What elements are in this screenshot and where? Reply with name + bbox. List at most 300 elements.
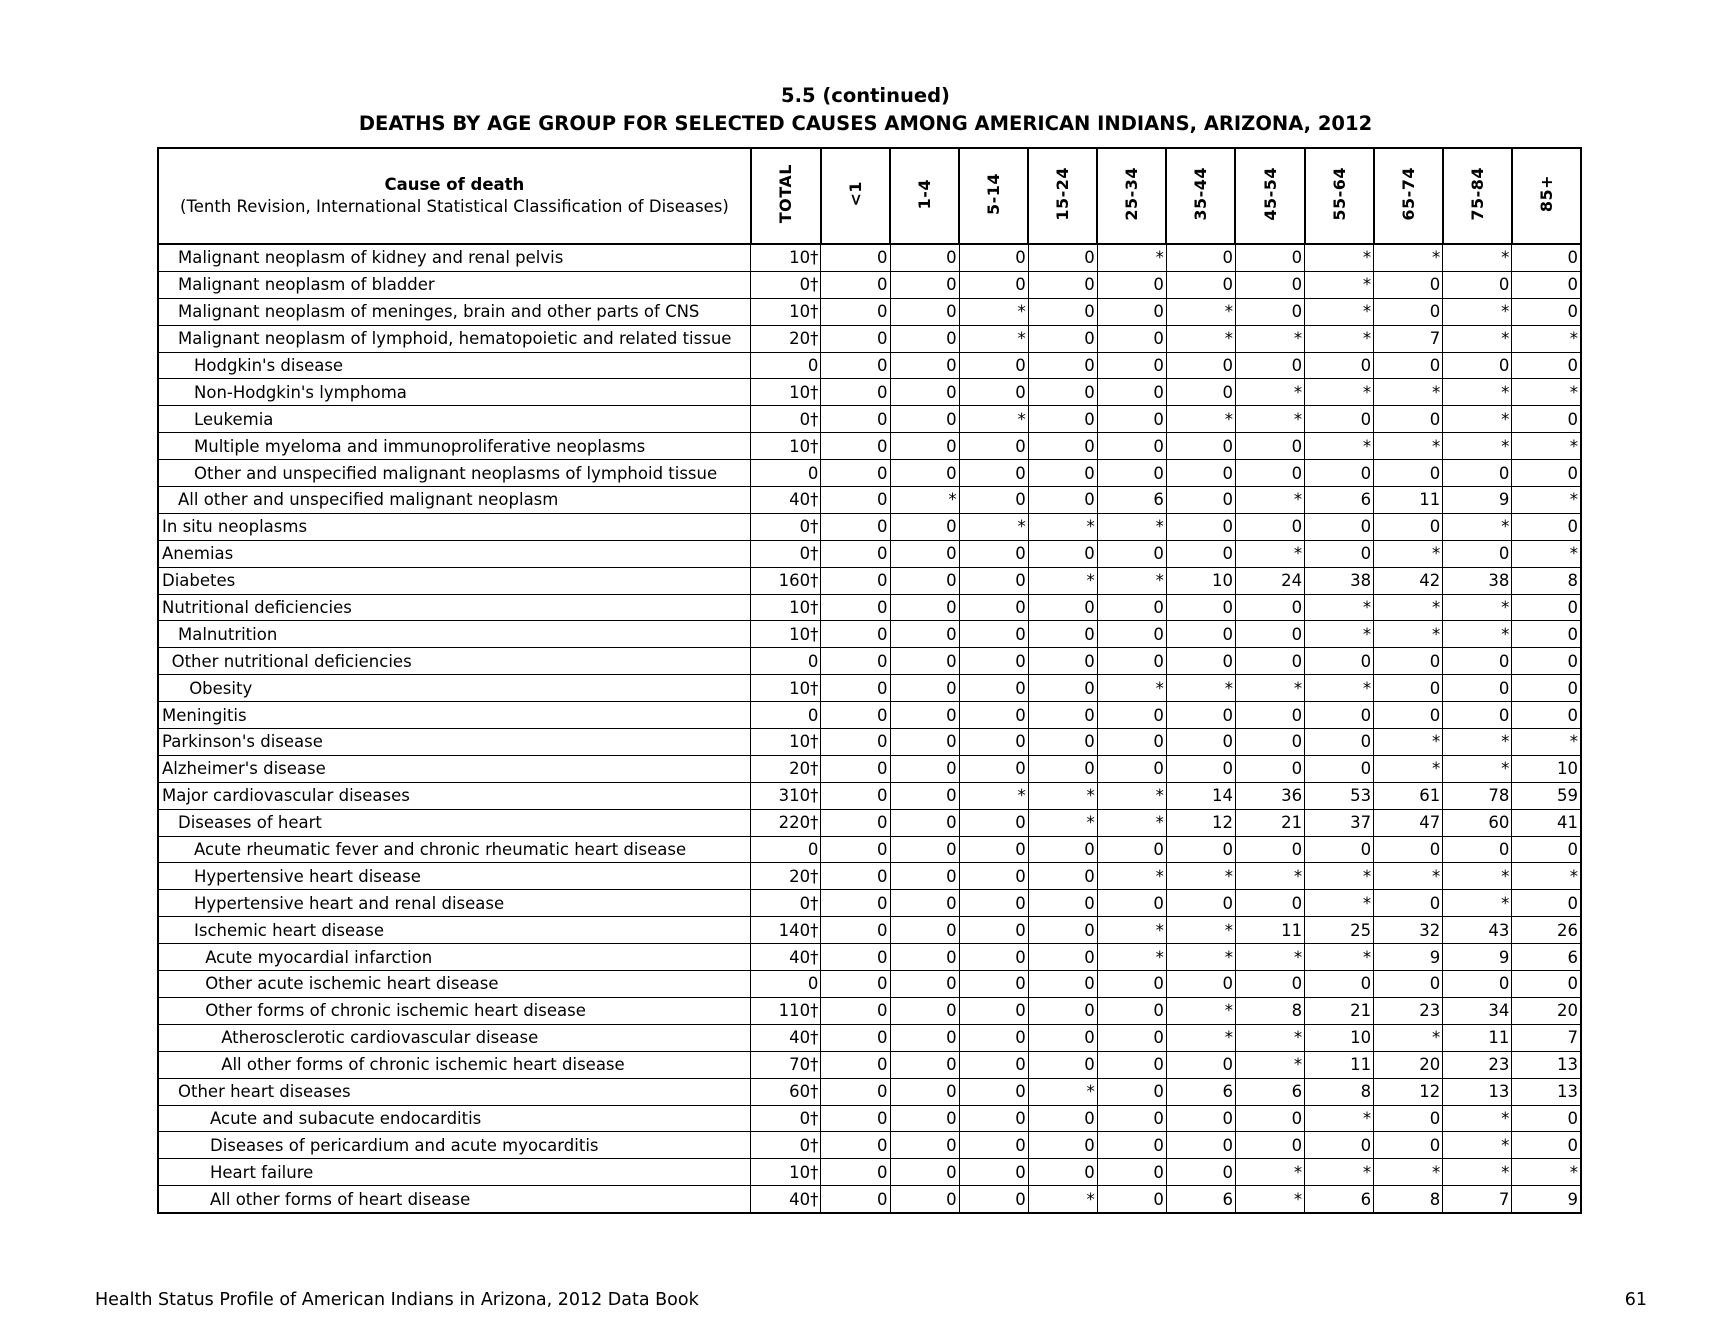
table-cell: 40† — [751, 487, 821, 514]
table-cell: 0 — [959, 997, 1028, 1024]
table-cell: 20† — [751, 325, 821, 352]
table-cell: 0 — [959, 352, 1028, 379]
table-cell: * — [1305, 244, 1374, 271]
table-row — [158, 729, 1581, 756]
table-cell: * — [1097, 675, 1166, 702]
table-cell: * — [1374, 540, 1443, 567]
table-cell: 0 — [890, 729, 959, 756]
table-cell: 0 — [1028, 836, 1097, 863]
table-cell: 0 — [959, 675, 1028, 702]
table-cell: 0 — [1166, 890, 1235, 917]
table-cell: 0 — [890, 971, 959, 998]
table-cell: 0 — [959, 1186, 1028, 1213]
table-cell: 0 — [1443, 460, 1512, 487]
table-cell: 0 — [959, 702, 1028, 729]
page-title: DEATHS BY AGE GROUP FOR SELECTED CAUSES AMONG AMERICAN INDIANS, ARIZONA, 2012 — [358, 112, 1373, 135]
table-cell: 0 — [959, 729, 1028, 756]
cause-label: Ischemic heart disease — [158, 917, 751, 944]
table-cell: 0 — [1097, 1132, 1166, 1159]
table-cell: 0 — [1235, 433, 1304, 460]
table-cell: 0 — [959, 944, 1028, 971]
table-cell: 0 — [1028, 729, 1097, 756]
table-cell: 25 — [1305, 917, 1374, 944]
table-cell: 0 — [959, 755, 1028, 782]
cause-label: Other nutritional deficiencies — [158, 648, 751, 675]
table-cell: 0 — [821, 1078, 890, 1105]
table-cell: * — [1235, 379, 1304, 406]
table-cell: 0 — [1235, 513, 1304, 540]
table-cell: 0 — [1512, 621, 1581, 648]
table-cell: 0 — [1166, 487, 1235, 514]
table-cell: 0 — [1028, 460, 1097, 487]
table-cell: 0 — [821, 971, 890, 998]
table-body — [158, 244, 1581, 1213]
table-cell: * — [1166, 863, 1235, 890]
table-cell: 0 — [1374, 406, 1443, 433]
table-cell: * — [1166, 917, 1235, 944]
table-cell: 0 — [890, 1078, 959, 1105]
table-cell: 0 — [890, 997, 959, 1024]
cause-label: Malignant neoplasm of meninges, brain and other parts of CNS — [158, 298, 751, 325]
table-cell: 60† — [751, 1078, 821, 1105]
table-cell: * — [1097, 782, 1166, 809]
cause-label: Atherosclerotic cardiovascular disease — [158, 1024, 751, 1051]
table-cell: 0 — [1512, 513, 1581, 540]
table-cell: * — [1235, 540, 1304, 567]
table-cell: 0 — [1097, 971, 1166, 998]
table-cell: 0 — [1305, 971, 1374, 998]
table-cell: 0 — [1235, 594, 1304, 621]
table-cell: 6 — [1166, 1078, 1235, 1105]
table-cell: 0 — [1028, 1105, 1097, 1132]
table-cell: 0 — [959, 863, 1028, 890]
table-row — [158, 460, 1581, 487]
cause-label: Malignant neoplasm of bladder — [158, 271, 751, 298]
table-cell: 0 — [1028, 1159, 1097, 1186]
table-cell: 0 — [1305, 460, 1374, 487]
table-cell: * — [1443, 406, 1512, 433]
table-row — [158, 352, 1581, 379]
table-cell: 9 — [1443, 944, 1512, 971]
table-row — [158, 782, 1581, 809]
table-row — [158, 567, 1581, 594]
table-cell: 38 — [1305, 567, 1374, 594]
table-cell: 0 — [751, 836, 821, 863]
table-cell: 38 — [1443, 567, 1512, 594]
table-cell: 0 — [821, 1159, 890, 1186]
table-row — [158, 540, 1581, 567]
cause-label: Diseases of pericardium and acute myocarditis — [158, 1132, 751, 1159]
table-cell: 0† — [751, 890, 821, 917]
table-cell: * — [1166, 298, 1235, 325]
table-row — [158, 755, 1581, 782]
table-cell: * — [1443, 1159, 1512, 1186]
table-cell: 40† — [751, 1186, 821, 1213]
cause-label: Acute rheumatic fever and chronic rheumatic heart disease — [158, 836, 751, 863]
column-header-5-14: 5-14 — [959, 148, 1028, 244]
table-cell: 0 — [1028, 675, 1097, 702]
table-cell: * — [1512, 487, 1581, 514]
table-cell: 0 — [1097, 1105, 1166, 1132]
table-cell: 0 — [1166, 352, 1235, 379]
table-cell: 0 — [890, 1051, 959, 1078]
table-cell: 0 — [1512, 460, 1581, 487]
table-cell: * — [1028, 1186, 1097, 1213]
table-cell: 0 — [890, 298, 959, 325]
table-cell: 20 — [1512, 997, 1581, 1024]
table-cell: 0 — [1028, 406, 1097, 433]
table-cell: 0 — [1028, 540, 1097, 567]
table-cell: * — [1235, 675, 1304, 702]
table-cell: * — [1305, 298, 1374, 325]
table-cell: 0 — [821, 244, 890, 271]
table-cell: 11 — [1305, 1051, 1374, 1078]
table-cell: 0 — [821, 594, 890, 621]
table-cell: 0 — [821, 782, 890, 809]
table-cell: 11 — [1374, 487, 1443, 514]
table-cell: 0 — [890, 755, 959, 782]
table-cell: * — [1097, 917, 1166, 944]
table-cell: 37 — [1305, 809, 1374, 836]
table-cell: 0 — [1166, 460, 1235, 487]
table-cell: 0 — [1166, 1159, 1235, 1186]
table-cell: 0 — [1305, 702, 1374, 729]
table-cell: 20† — [751, 863, 821, 890]
table-cell: 6 — [1166, 1186, 1235, 1213]
table-cell: 0 — [1235, 352, 1304, 379]
table-cell: 0 — [959, 648, 1028, 675]
table-cell: 34 — [1443, 997, 1512, 1024]
table-cell: 0 — [821, 755, 890, 782]
table-cell: 0 — [821, 433, 890, 460]
table-cell: * — [1443, 594, 1512, 621]
table-cell: 0 — [821, 567, 890, 594]
table-cell: * — [1028, 809, 1097, 836]
table-cell: 0 — [1305, 648, 1374, 675]
table-cell: 0 — [1028, 1132, 1097, 1159]
table-cell: 0 — [890, 567, 959, 594]
table-cell: 0 — [1443, 352, 1512, 379]
table-cell: 10† — [751, 621, 821, 648]
table-cell: 0 — [890, 621, 959, 648]
table-cell: 0 — [890, 540, 959, 567]
table-cell: 0 — [1097, 1186, 1166, 1213]
table-row — [158, 1024, 1581, 1051]
table-cell: * — [1305, 675, 1374, 702]
table-cell: 0 — [1512, 675, 1581, 702]
table-cell: 0 — [1235, 648, 1304, 675]
table-cell: 0† — [751, 1105, 821, 1132]
table-cell: 160† — [751, 567, 821, 594]
table-cell: * — [1443, 325, 1512, 352]
table-cell: 6 — [1512, 944, 1581, 971]
table-cell: 0 — [1374, 890, 1443, 917]
table-cell: * — [1305, 890, 1374, 917]
table-cell: 0 — [1097, 594, 1166, 621]
cause-label: Non-Hodgkin's lymphoma — [158, 379, 751, 406]
table-cell: 6 — [1097, 487, 1166, 514]
cause-label: Malignant neoplasm of lymphoid, hematopoietic and related tissue — [158, 325, 751, 352]
cause-label: Parkinson's disease — [158, 729, 751, 756]
table-cell: 0 — [959, 1051, 1028, 1078]
table-cell: 0† — [751, 406, 821, 433]
table-cell: * — [1235, 1159, 1304, 1186]
table-cell: 0 — [1166, 379, 1235, 406]
table-cell: 9 — [1443, 487, 1512, 514]
table-cell: 0 — [821, 621, 890, 648]
table-cell: 12 — [1166, 809, 1235, 836]
cause-label: All other and unspecified malignant neoplasm — [158, 487, 751, 514]
cause-label: Multiple myeloma and immunoproliferative neoplasms — [158, 433, 751, 460]
table-cell: 0 — [1443, 971, 1512, 998]
table-cell: 0 — [1443, 702, 1512, 729]
table-cell: 0 — [1374, 352, 1443, 379]
table-cell: 0 — [821, 460, 890, 487]
table-cell: 7 — [1443, 1186, 1512, 1213]
table-row — [158, 433, 1581, 460]
cause-label: Meningitis — [158, 702, 751, 729]
table-cell: * — [1374, 755, 1443, 782]
table-cell: 0 — [821, 890, 890, 917]
cause-label: Anemias — [158, 540, 751, 567]
table-cell: 0 — [890, 702, 959, 729]
table-cell: 0 — [1305, 836, 1374, 863]
table-cell: 10† — [751, 244, 821, 271]
table-cell: 0 — [1374, 675, 1443, 702]
table-cell: 0† — [751, 540, 821, 567]
table-cell: 0† — [751, 271, 821, 298]
table-cell: 9 — [1374, 944, 1443, 971]
table-cell: * — [1443, 513, 1512, 540]
table-cell: 0 — [959, 917, 1028, 944]
table-cell: 0 — [1166, 1105, 1235, 1132]
table-cell: 0 — [959, 244, 1028, 271]
title-block — [0, 82, 1731, 138]
table-cell: 0 — [959, 890, 1028, 917]
table-cell: 23 — [1443, 1051, 1512, 1078]
cause-label: Other heart diseases — [158, 1078, 751, 1105]
table-cell: 0 — [890, 379, 959, 406]
table-cell: 0 — [1235, 1105, 1304, 1132]
table-cell: 40† — [751, 1024, 821, 1051]
table-cell: * — [1374, 1159, 1443, 1186]
table-cell: 0 — [1166, 621, 1235, 648]
table-cell: * — [1305, 621, 1374, 648]
table-cell: * — [1443, 621, 1512, 648]
table-cell: 0 — [959, 540, 1028, 567]
table-cell: 0 — [959, 1078, 1028, 1105]
table-cell: 20† — [751, 755, 821, 782]
table-cell: 0 — [821, 1105, 890, 1132]
table-cell: 0 — [821, 379, 890, 406]
table-cell: 11 — [1443, 1024, 1512, 1051]
table-cell: 0 — [1166, 1132, 1235, 1159]
table-cell: * — [1235, 1186, 1304, 1213]
table-cell: * — [1235, 1024, 1304, 1051]
table-cell: 0 — [1443, 540, 1512, 567]
table-cell: 0 — [1512, 1132, 1581, 1159]
table-cell: 0 — [1028, 755, 1097, 782]
table-cell: 0 — [751, 460, 821, 487]
table-cell: 70† — [751, 1051, 821, 1078]
table-cell: 0 — [890, 433, 959, 460]
table-cell: 0 — [1374, 1105, 1443, 1132]
cause-header-title: Cause of death — [384, 175, 525, 194]
table-cell: 0 — [890, 352, 959, 379]
table-cell: 0 — [1166, 971, 1235, 998]
table-cell: 0 — [751, 702, 821, 729]
table-cell: 0 — [1028, 244, 1097, 271]
cause-label: Other acute ischemic heart disease — [158, 971, 751, 998]
table-cell: 0 — [890, 1024, 959, 1051]
table-cell: 0 — [1305, 513, 1374, 540]
table-row — [158, 406, 1581, 433]
cause-label: Other and unspecified malignant neoplasms of lymphoid tissue — [158, 460, 751, 487]
table-cell: 0 — [821, 675, 890, 702]
table-row — [158, 917, 1581, 944]
table-cell: 0 — [1443, 836, 1512, 863]
table-cell: * — [1305, 325, 1374, 352]
table-cell: * — [1443, 244, 1512, 271]
cause-label: Acute and subacute endocarditis — [158, 1105, 751, 1132]
table-cell: 10† — [751, 594, 821, 621]
table-row — [158, 836, 1581, 863]
table-cell: * — [1305, 863, 1374, 890]
table-row — [158, 379, 1581, 406]
table-cell: 0 — [890, 325, 959, 352]
table-cell: 0 — [1097, 1159, 1166, 1186]
table-cell: 0 — [1097, 298, 1166, 325]
table-cell: 0 — [959, 1105, 1028, 1132]
table-cell: 0 — [1512, 594, 1581, 621]
table-number: 5.5 (continued) — [781, 84, 950, 107]
table-cell: * — [1097, 809, 1166, 836]
table-row — [158, 997, 1581, 1024]
header-row — [158, 148, 1581, 244]
table-cell: 0 — [1028, 863, 1097, 890]
table-cell: 6 — [1305, 1186, 1374, 1213]
table-cell: 0 — [1235, 298, 1304, 325]
table-cell: 6 — [1235, 1078, 1304, 1105]
table-cell: 0 — [1374, 513, 1443, 540]
table-row — [158, 1078, 1581, 1105]
column-header-45-54: 45-54 — [1235, 148, 1304, 244]
table-cell: 0 — [890, 1132, 959, 1159]
table-cell: * — [1512, 325, 1581, 352]
table-cell: 0 — [959, 836, 1028, 863]
footer-publication: Health Status Profile of American Indians in Arizona, 2012 Data Book — [95, 1290, 699, 1310]
table-cell: 0 — [1166, 594, 1235, 621]
table-cell: * — [1305, 379, 1374, 406]
table-cell: 0 — [1443, 675, 1512, 702]
table-cell: 0 — [1374, 1132, 1443, 1159]
table-cell: 14 — [1166, 782, 1235, 809]
table-cell: * — [1166, 325, 1235, 352]
table-cell: 0 — [890, 675, 959, 702]
table-cell: 0 — [1235, 971, 1304, 998]
table-cell: 0 — [959, 433, 1028, 460]
table-cell: 0 — [1235, 271, 1304, 298]
table-cell: 0 — [890, 944, 959, 971]
table-row — [158, 325, 1581, 352]
table-cell: 0 — [821, 298, 890, 325]
table-cell: * — [1097, 244, 1166, 271]
table-cell: 0 — [1028, 325, 1097, 352]
column-header-1-4: 1-4 — [890, 148, 959, 244]
table-cell: * — [1443, 729, 1512, 756]
table-cell: 0 — [821, 513, 890, 540]
table-cell: 0 — [1028, 1024, 1097, 1051]
table-cell: * — [1097, 567, 1166, 594]
table-cell: * — [1512, 379, 1581, 406]
table-cell: * — [1443, 1105, 1512, 1132]
table-cell: 0 — [821, 809, 890, 836]
table-cell: * — [1443, 890, 1512, 917]
table-cell: 8 — [1235, 997, 1304, 1024]
table-cell: 0 — [821, 729, 890, 756]
table-cell: * — [1097, 944, 1166, 971]
table-cell: 0 — [1512, 890, 1581, 917]
table-cell: 0 — [1305, 540, 1374, 567]
table-cell: 0 — [1166, 1051, 1235, 1078]
table-cell: 0 — [890, 809, 959, 836]
table-row — [158, 944, 1581, 971]
table-cell: 0 — [1374, 271, 1443, 298]
table-cell: 0 — [751, 648, 821, 675]
table-cell: 0 — [1028, 997, 1097, 1024]
table-cell: 21 — [1305, 997, 1374, 1024]
table-row — [158, 702, 1581, 729]
table-cell: 10† — [751, 379, 821, 406]
column-header-85-plus: 85+ — [1512, 148, 1581, 244]
table-cell: 0 — [959, 621, 1028, 648]
table-cell: * — [1235, 1051, 1304, 1078]
table-row — [158, 1159, 1581, 1186]
table-cell: 0 — [890, 271, 959, 298]
cause-label: Diabetes — [158, 567, 751, 594]
table-cell: 0 — [821, 997, 890, 1024]
table-cell: 0 — [890, 460, 959, 487]
table-row — [158, 971, 1581, 998]
table-cell: 0 — [1305, 1132, 1374, 1159]
table-cell: 10† — [751, 675, 821, 702]
cause-label: Acute myocardial infarction — [158, 944, 751, 971]
cause-label: Nutritional deficiencies — [158, 594, 751, 621]
table-cell: 40† — [751, 944, 821, 971]
column-header-total: TOTAL — [751, 148, 821, 244]
table-cell: 0 — [890, 1186, 959, 1213]
table-cell: * — [959, 406, 1028, 433]
table-cell: * — [1374, 433, 1443, 460]
table-cell: 0 — [959, 594, 1028, 621]
table-cell: 0 — [890, 863, 959, 890]
table-row — [158, 271, 1581, 298]
table-cell: * — [1443, 755, 1512, 782]
table-cell: 0 — [1097, 702, 1166, 729]
table-cell: 0 — [959, 1159, 1028, 1186]
cause-column-header — [158, 148, 751, 244]
table-cell: 0 — [1097, 890, 1166, 917]
table-cell: 0 — [1374, 648, 1443, 675]
table-cell: 0 — [1028, 1051, 1097, 1078]
cause-label: Diseases of heart — [158, 809, 751, 836]
table-cell: 0 — [1512, 702, 1581, 729]
cause-label: Hypertensive heart and renal disease — [158, 890, 751, 917]
table-cell: 0 — [821, 540, 890, 567]
table-cell: * — [1512, 433, 1581, 460]
table-cell: 0 — [1374, 971, 1443, 998]
table-cell: 24 — [1235, 567, 1304, 594]
